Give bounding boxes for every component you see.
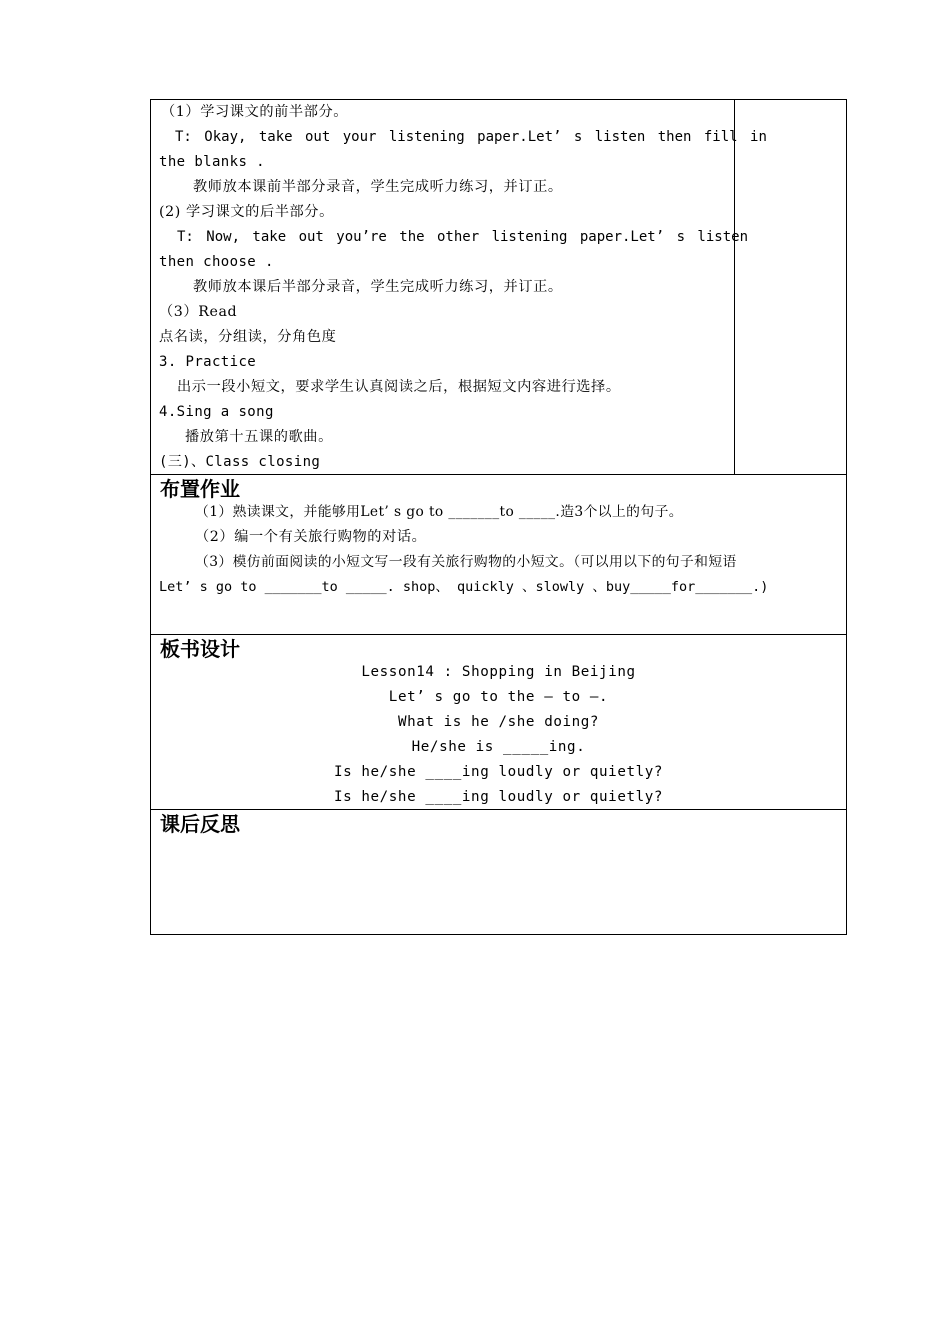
procedure-line: T: Okay, take out your listening paper.Let’ s listen then fill in — [175, 129, 767, 145]
procedure-line: then choose . — [159, 254, 274, 270]
homework-line: （3）模仿前面阅读的小短文写一段有关旅行购物的小短文。（可以用以下的句子和短语 — [195, 554, 737, 570]
procedure-line: 3. Practice — [159, 354, 257, 370]
procedure-line: 出示一段小短文，要求学生认真阅读之后，根据短文内容进行选择。 — [177, 379, 621, 395]
homework-line: （2）编一个有关旅行购物的对话。 — [195, 529, 427, 545]
homework-line: （1）熟读课文，并能够用Let’ s go to _______to _____.造3个以上的句子。 — [195, 504, 683, 520]
procedure-line: T: Now, take out you’re the other listening paper.Let’ s listen — [177, 229, 749, 245]
board-line: Is he/she ____ing loudly or quietly? — [333, 764, 664, 780]
reflection-cell — [150, 809, 847, 935]
procedure-line: (2) 学习课文的后半部分。 — [159, 204, 334, 220]
procedure-line: 播放第十五课的歌曲。 — [185, 429, 333, 445]
board-line: He/she is _____ing. — [411, 739, 586, 755]
homework-line: Let’ s go to _______to _____. shop、 quickly 、slowly 、buy_____for_______.) — [159, 579, 769, 595]
board-line: Lesson14 : Shopping in Beijing — [361, 664, 636, 680]
procedure-line: (三)、Class closing — [159, 454, 321, 470]
board-line: What is he /she doing? — [397, 714, 600, 730]
homework-title: 布置作业 — [160, 477, 240, 501]
reflection-title: 课后反思 — [160, 812, 240, 836]
column-divider — [734, 100, 735, 474]
procedure-line: 点名读，分组读，分角色度 — [159, 329, 337, 345]
board-design-cell — [150, 634, 847, 810]
procedure-line: 教师放本课前半部分录音，学生完成听力练习，并订正。 — [193, 179, 563, 195]
procedure-line: 4.Sing a song — [159, 404, 274, 420]
procedure-line: 教师放本课后半部分录音，学生完成听力练习，并订正。 — [193, 279, 563, 295]
procedure-line: （3）Read — [159, 304, 238, 320]
procedure-line: the blanks . — [159, 154, 265, 170]
board-design-title: 板书设计 — [160, 637, 240, 661]
board-line: Is he/she ____ing loudly or quietly? — [333, 789, 664, 805]
procedure-line: （1）学习课文的前半部分。 — [161, 104, 349, 120]
homework-cell — [150, 474, 847, 635]
board-line: Let’ s go to the — to —. — [388, 689, 609, 705]
procedure-cell — [150, 99, 847, 475]
